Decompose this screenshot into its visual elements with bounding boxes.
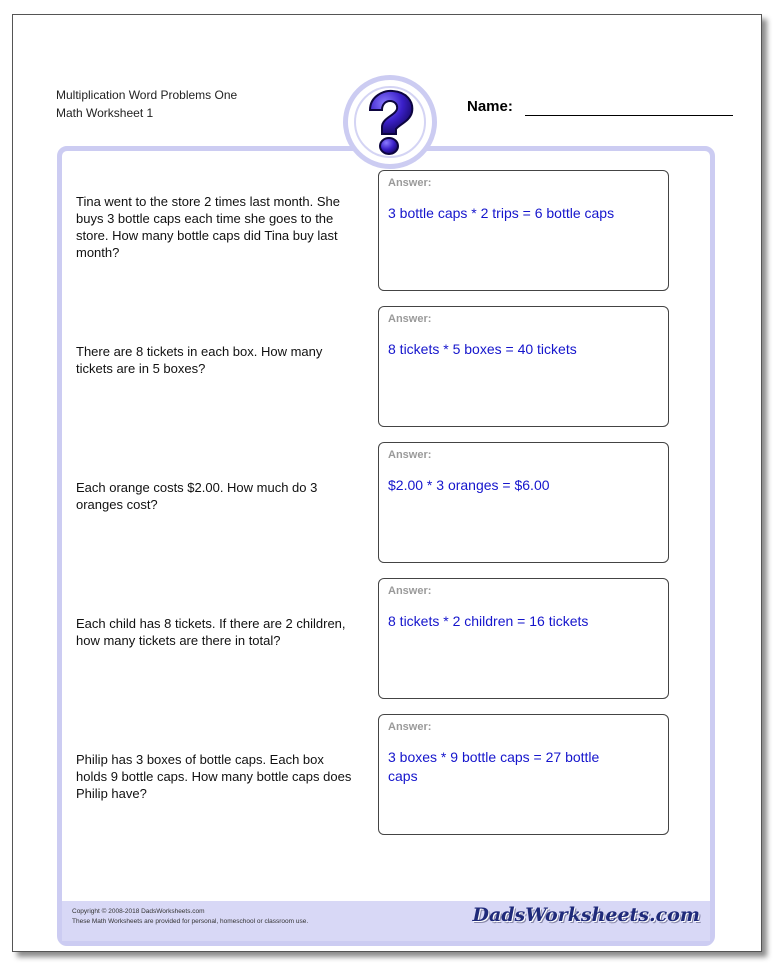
answer-box-4[interactable]: [378, 578, 669, 699]
answer-text: 8 tickets * 5 boxes = 40 tickets: [388, 341, 577, 357]
answer-box-3[interactable]: [378, 442, 669, 563]
problem-5-text: Philip has 3 boxes of bottle caps. Each box holds 9 bottle caps. How many bottle caps does Philip have?: [76, 752, 352, 801]
answer-box-5[interactable]: [378, 714, 669, 835]
answer-text: $2.00 * 3 oranges = $6.00: [388, 477, 550, 493]
question-badge: [343, 75, 437, 169]
name-line[interactable]: [525, 115, 733, 116]
question-mark-icon: [360, 88, 420, 158]
footer-text: [72, 907, 308, 927]
footer-copyright: Copyright © 2008-2018 DadsWorksheets.com: [72, 908, 205, 915]
footer-notice: These Math Worksheets are provided for personal, homeschool or classroom use.: [72, 918, 309, 925]
answer-box-1[interactable]: [378, 170, 669, 291]
dadsworksheets-logo: DadsWorksheets.com: [472, 904, 700, 926]
answer-label: Answer:: [388, 721, 432, 733]
worksheet-subtitle: Math Worksheet 1: [56, 106, 154, 120]
answer-text: 8 tickets * 2 children = 16 tickets: [388, 613, 589, 629]
problem-3-text: Each orange costs $2.00. How much do 3 oranges cost?: [76, 480, 318, 512]
answer-label: Answer:: [388, 449, 432, 461]
answer-label: Answer:: [388, 177, 432, 189]
worksheet-title: Multiplication Word Problems One: [56, 88, 238, 102]
answer-label: Answer:: [388, 313, 432, 325]
name-label: Name:: [467, 98, 513, 115]
problem-4-text: Each child has 8 tickets. If there are 2 children, how many tickets are there in total?: [76, 616, 346, 648]
footer-band: [62, 901, 710, 941]
worksheet-title-block: [56, 86, 237, 122]
answer-text: 3 bottle caps * 2 trips = 6 bottle caps: [388, 205, 615, 221]
answer-box-2[interactable]: [378, 306, 669, 427]
answer-label: Answer:: [388, 585, 432, 597]
problem-1-text: Tina went to the store 2 times last month. She buys 3 bottle caps each time she goes to the store. How many bottle caps did Tina buy last month?: [76, 194, 340, 260]
answer-text: 3 boxes * 9 bottle caps = 27 bottle caps: [388, 749, 600, 784]
problem-2-text: There are 8 tickets in each box. How many tickets are in 5 boxes?: [76, 344, 323, 376]
worksheet-page: [12, 14, 762, 952]
